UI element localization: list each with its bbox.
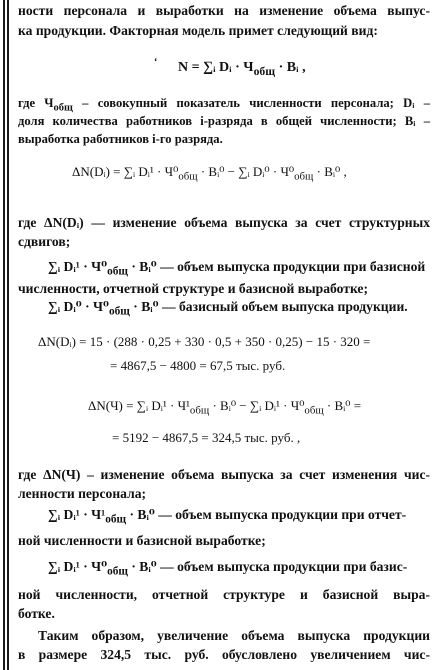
- stray-mark: ‘: [154, 57, 158, 68]
- text-line: ∑ᵢ Dᵢ¹ · $Ч^0_{общ}$ · Bᵢ⁰ — объем выпуска продукции при базис-: [48, 559, 408, 578]
- formula: = 4867,5 − 4800 = 67,5 тыс. руб.: [110, 358, 286, 373]
- text-line: Таким образом, увеличение объема выпуска продукции: [38, 628, 430, 643]
- text-line: численности, отчетной структуре и базисной выработке;: [18, 281, 368, 296]
- text-line: выработка работников i-го разряда.: [18, 132, 223, 146]
- formula: ΔN(Dᵢ) = ∑ᵢ Dᵢ¹ · $Ч^0_{общ}$ · Bᵢ⁰ − ∑ᵢ Dᵢ⁰ · $Ч^0_{общ}$ · Bᵢ⁰ ,: [72, 164, 347, 183]
- text-line: ной численности и базисной выработке;: [18, 533, 266, 548]
- text-line: ка продукции. Факторная модель примет следующий вид:: [18, 23, 378, 38]
- text-line: в размере 324,5 тыс. руб. обусловлено увеличением чис-: [18, 647, 430, 662]
- text-line: ботке.: [18, 606, 55, 621]
- text-line: где $Ч_{общ}$ – совокупный показатель численности персонала; Dᵢ –: [18, 96, 430, 114]
- formula: N = ∑ᵢ Dᵢ · $Ч_{общ}$ · Bᵢ ,: [178, 60, 306, 78]
- formula: ΔN(Ч) = ∑ᵢ Dᵢ¹ · $Ч^1_{общ}$ · Bᵢ⁰ − ∑ᵢ Dᵢ¹ · $Ч^0_{общ}$ · Bᵢ⁰ =: [88, 398, 362, 417]
- formula: ΔN(Dᵢ) = 15 · (288 · 0,25 + 330 · 0,5 + 350 · 0,25) − 15 · 320 =: [38, 334, 371, 349]
- text-line: ∑ᵢ Dᵢ⁰ · $Ч^0_{общ}$ · Bᵢ⁰ — базисный объем выпуска продукции.: [48, 299, 408, 318]
- text-line: ленности персонала;: [18, 486, 147, 501]
- formula: = 5192 − 4867,5 = 324,5 тыс. руб. ,: [112, 430, 301, 445]
- margin-rule: [3, 0, 5, 670]
- text-line: где ΔN(Dᵢ) — изменение объема выпуска за счет структурных: [18, 215, 430, 230]
- text-line: сдвигов;: [18, 234, 71, 249]
- text-line: доля количества работников i-разряда в общей численности; Bᵢ –: [18, 114, 430, 128]
- text-line: где ΔN(Ч) – изменение объема выпуска за счет изменения чис-: [18, 467, 430, 482]
- text-line: ности персонала и выработки на изменение объема выпус-: [18, 3, 430, 18]
- text-line: ∑ᵢ Dᵢ¹ · $Ч^1_{общ}$ · Bᵢ⁰ — объем выпуска продукции при отчет-: [48, 507, 407, 526]
- text-line: ∑ᵢ Dᵢ¹ · $Ч^0_{общ}$ · Bᵢ⁰ — объем выпуска продукции при базисной: [48, 259, 426, 278]
- text-line: ной численности, отчетной структуре и базисной выра-: [18, 587, 430, 602]
- margin-rule-inner: [7, 0, 9, 670]
